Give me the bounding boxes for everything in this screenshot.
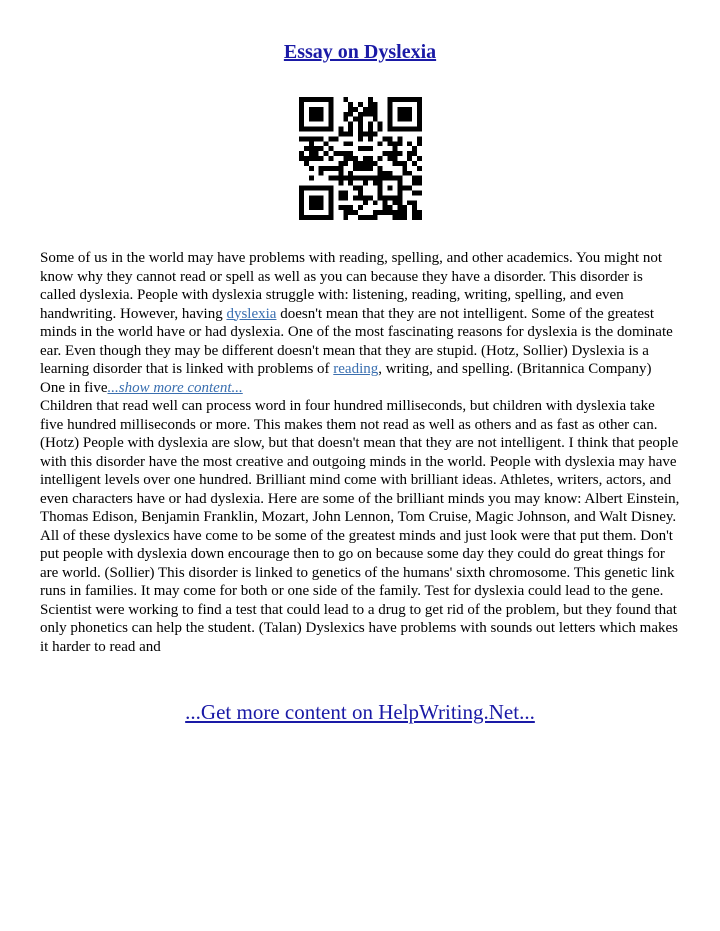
show-more-link[interactable]: ...show more content... [107, 379, 243, 396]
essay-paragraph-1 [40, 249, 680, 397]
paragraph-text: Some of us in the world may have problems with reading, spelling, and other academics. You might not know why they cannot read or spell as well as you can because they have a disorder. This disorder is called dyslexia. People with dyslexia struggle with: listening, reading, writing, spelling, and even handwriting. However, having [40, 250, 662, 322]
title-link[interactable]: Essay on Dyslexia [283, 41, 437, 63]
get-more-content-link[interactable]: ...Get more content on HelpWriting.Net... [185, 700, 535, 724]
paragraph-text: , writing, and spelling. (Britannica Company) One in five [40, 361, 652, 396]
page-title [0, 40, 720, 64]
get-more-content [0, 699, 720, 725]
dyslexia-link[interactable]: dyslexia [226, 305, 277, 322]
essay-paragraph-2: Children that read well can process word in four hundred milliseconds, but children with dyslexia take five hundred milliseconds or more. This makes them not read as well as others and as fast as other can. (Hotz) People with dyslexia are slow, but that doesn't mean that they are not intelligent. I think that people with this disorder have the most creative and outgoing minds in the world. People with dyslexia may have intelligent levels over one hundred. Brilliant mind come with brilliant ideas. Athletes, writers, actors, and even characters have or had dyslexia. Here are some of the brilliant minds you may know: Albert Einstein, Thomas Edison, Benjamin Franklin, Mozart, John Lennon, Tom Cruise, Magic Johnson, and Walt Disney. All of these dyslexics have come to be some of the greatest minds and just look were that put them. Don't put people with dyslexia down encourage then to go on because some day they could do great things for are world. (Sollier) This disorder is linked to genetics of the humans' sixth chromosome. This genetic link runs in families. It may come for both or one side of the family. Test for dyslexia could lead to the gene. Scientist were working to find a test that could lead to a drug to get rid of the problem, but they found that only phonetics can help the student. (Talan) Dyslexics have problems with sounds out letters which makes it harder to read and [40, 398, 680, 655]
essay-body [40, 249, 680, 656]
qr-code-icon [299, 97, 422, 220]
reading-link[interactable]: reading [333, 361, 379, 377]
paragraph-text: doesn't mean that they are not intelligent. Some of the greatest minds in the world have or had dyslexia. One of the most fascinating reasons for dyslexia is the dominate ear. Even though they may be different doesn't mean that they are stupid. (Hotz, Sollier) Dyslexia is a learning disorder that is linked with problems of [40, 305, 673, 377]
